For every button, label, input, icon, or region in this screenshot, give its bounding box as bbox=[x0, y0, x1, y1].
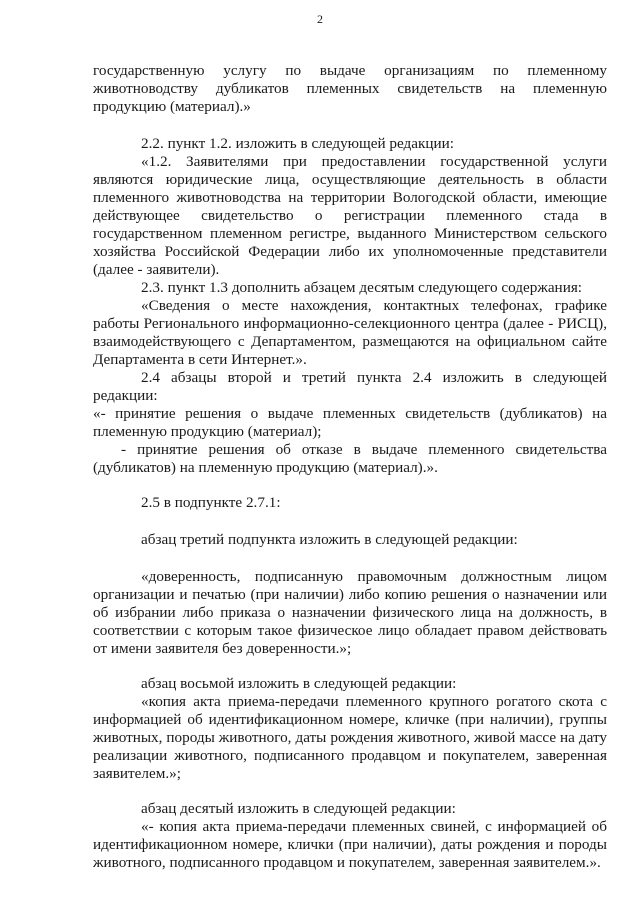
paragraph-quote-contacts: «Сведения о месте нахождения, контактных телефонах, графике работы Регионального информационно-селекционного центра (далее - РИСЦ), взаимодействующего с Департаментом, размещаются на официальном сайте Департамента в сети Интернет.». bbox=[93, 297, 607, 368]
page-number: 2 bbox=[317, 12, 323, 26]
paragraph-list-item-1: «- принятие решения о выдаче племенных свидетельств (дубликатов) на племенную продукцию (материал); bbox=[93, 405, 607, 440]
paragraph-continuation: государственную услугу по выдаче организациям по племенному животноводству дубликатов племенных свидетельств на племенную продукцию (материал).» bbox=[93, 62, 607, 115]
paragraph-quote-power-of-attorney: «доверенность, подписанную правомочным должностным лицом организации и печатью (при наличии) либо копию решения о назначении или об избрании либо приказа о назначении физического лица на должность, в соответствии с которым такое физическое лицо обладает правом действовать от имени заявителя без доверенности.»; bbox=[93, 568, 607, 657]
paragraph-abzac-10: абзац десятый изложить в следующей редакции: bbox=[141, 800, 456, 817]
document-body bbox=[93, 62, 607, 872]
paragraph-item-2-2: 2.2. пункт 1.2. изложить в следующей редакции: bbox=[141, 135, 454, 152]
paragraph-item-2-5: 2.5 в подпункте 2.7.1: bbox=[141, 494, 281, 511]
paragraph-abzac-8: абзац восьмой изложить в следующей редакции: bbox=[141, 675, 457, 692]
paragraph-quote-pigs-act: «- копия акта приема-передачи племенных свиней, с информацией об идентификационном номере, клички (при наличии), даты рождения и породы животного, подписанного продавцом и покупателем, заверенная заявителем.». bbox=[93, 818, 607, 871]
paragraph-item-2-4: 2.4 абзацы второй и третий пункта 2.4 изложить в следующей редакции: bbox=[93, 369, 607, 404]
paragraph-quote-1-2: «1.2. Заявителями при предоставлении государственной услуги являются юридические лица, осуществляющие деятельность в области племенного животноводства на территории Вологодской области, имеющие действующее свидетельство о регистрации племенного стада в государственном племенном регистре, выданного Министерством сельского хозяйства Российской Федерации либо их уполномоченные представители (далее - заявители). bbox=[93, 153, 607, 278]
paragraph-list-item-2: - принятие решения об отказе в выдаче племенного свидетельства (дубликатов) на племенную продукцию (материал).». bbox=[93, 441, 607, 476]
paragraph-quote-cattle-act: «копия акта приема-передачи племенного крупного рогатого скота с информацией об идентификационном номере, кличке (при наличии), группы животных, породы животного, даты рождения животного, живой массе на дату реализации животного, подписанного продавцом и покупателем, заверенная заявителем.»; bbox=[93, 693, 607, 782]
paragraph-abzac-3: абзац третий подпункта изложить в следующей редакции: bbox=[141, 531, 518, 548]
paragraph-item-2-3: 2.3. пункт 1.3 дополнить абзацем десятым следующего содержания: bbox=[141, 279, 583, 296]
